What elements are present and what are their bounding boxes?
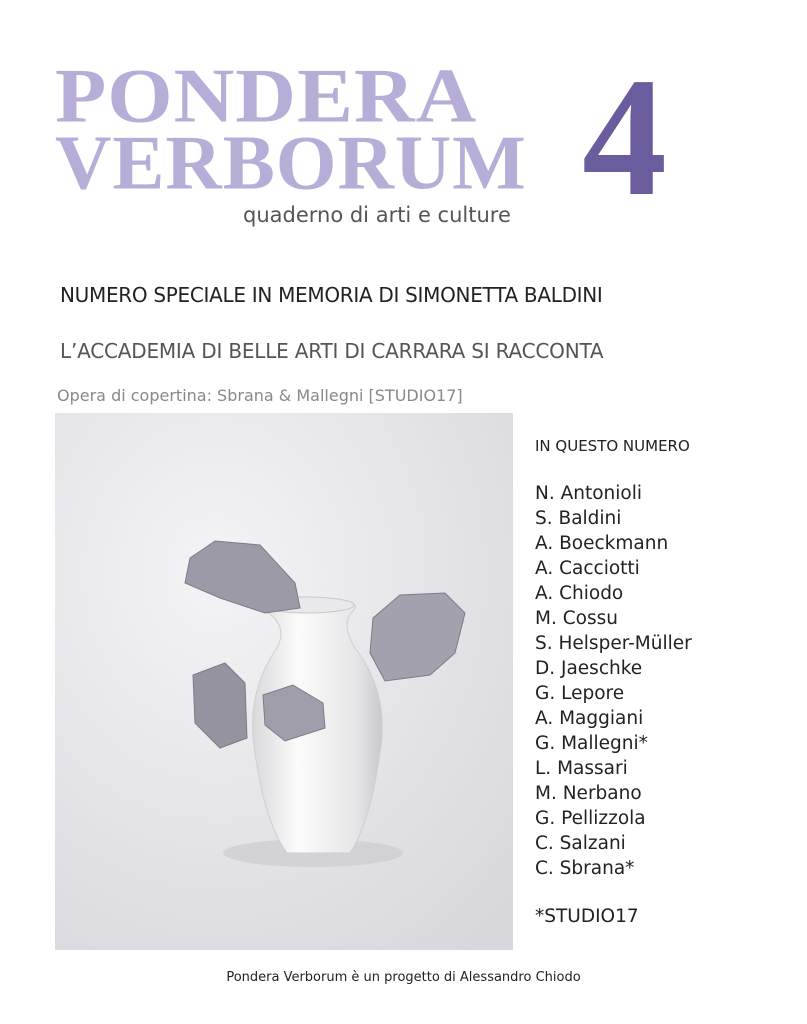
author-item: L. Massari — [535, 758, 628, 779]
author-item: A. Maggiani — [535, 708, 644, 729]
contents-heading: IN QUESTO NUMERO — [535, 437, 690, 455]
author-item: M. Nerbano — [535, 783, 642, 804]
author-item: G. Pellizzola — [535, 808, 646, 829]
cover-credit: Opera di copertina: Sbrana & Mallegni [STUDIO17] — [57, 386, 463, 405]
author-list — [535, 481, 692, 881]
author-item: A. Cacciotti — [535, 558, 640, 579]
author-item: A. Boeckmann — [535, 533, 669, 554]
author-item: N. Antonioli — [535, 483, 643, 504]
headline: NUMERO SPECIALE IN MEMORIA DI SIMONETTA BALDINI — [60, 283, 603, 307]
cover-artwork-image — [55, 413, 513, 950]
author-item: G. Lepore — [535, 683, 625, 704]
author-item: A. Chiodo — [535, 583, 624, 604]
subheadline: L’ACCADEMIA DI BELLE ARTI DI CARRARA SI RACCONTA — [60, 339, 604, 363]
footer-credit: Pondera Verborum è un progetto di Alessandro Chiodo — [226, 970, 581, 985]
masthead-subtitle: quaderno di arti e culture — [243, 203, 511, 227]
author-item: D. Jaeschke — [535, 658, 643, 679]
author-item: S. Helsper-Müller — [535, 633, 692, 654]
author-item: C. Salzani — [535, 833, 626, 854]
masthead-pondera: PONDERA — [55, 53, 478, 139]
author-item: C. Sbrana* — [535, 858, 635, 879]
author-item: M. Cossu — [535, 608, 618, 629]
issue-number: 4 — [582, 43, 667, 231]
author-item: S. Baldini — [535, 508, 622, 529]
contents-footnote: *STUDIO17 — [535, 906, 639, 927]
masthead-verborum: VERBORUM — [55, 120, 527, 206]
author-item: G. Mallegni* — [535, 733, 648, 754]
